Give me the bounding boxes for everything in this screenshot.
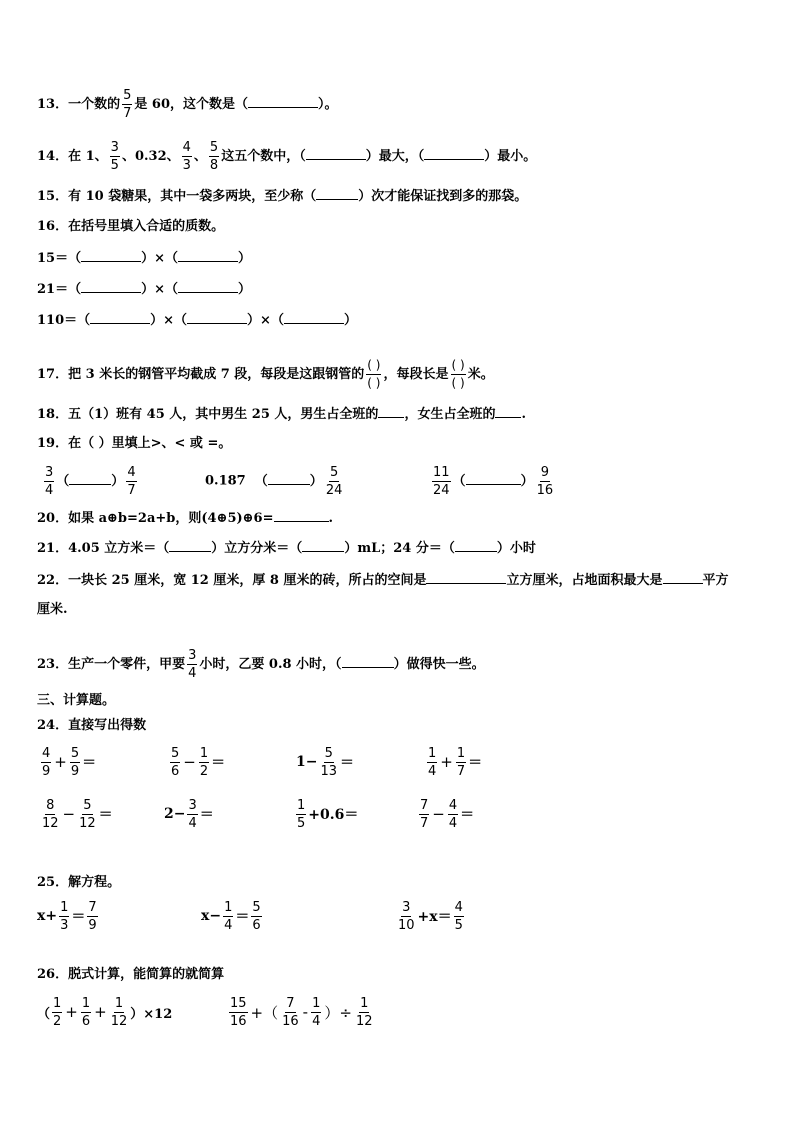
q16-line1-blank-1[interactable] bbox=[81, 249, 141, 262]
fraction bbox=[199, 746, 209, 779]
q19-number: 19． bbox=[37, 436, 69, 451]
q24-text: 直接写出得数 bbox=[68, 718, 147, 733]
fraction bbox=[59, 900, 69, 933]
numerator: 1 bbox=[360, 995, 369, 1011]
denominator: 4 bbox=[188, 666, 197, 681]
q16-number: 16． bbox=[37, 219, 69, 234]
q17-number: 17． bbox=[37, 367, 69, 382]
q15-text-a: 有 10 袋糖果，其中一袋多两块，至少称（ bbox=[68, 189, 317, 204]
denominator: 2 bbox=[199, 763, 209, 779]
numerator: 11 bbox=[433, 465, 450, 480]
numerator: 4 bbox=[42, 745, 51, 761]
q21-number: 21． bbox=[37, 541, 69, 556]
q16-close: ） bbox=[238, 251, 252, 266]
q23-answer-blank[interactable] bbox=[342, 655, 394, 668]
question-16 bbox=[37, 218, 224, 236]
fraction bbox=[81, 996, 91, 1029]
numerator: 3 bbox=[110, 140, 119, 155]
q13-text-b: 是 60，这个数是（ bbox=[134, 97, 249, 112]
denominator: 9 bbox=[88, 917, 97, 933]
fraction bbox=[52, 996, 62, 1029]
denominator: 4 bbox=[428, 763, 437, 779]
q24-r2-item-4 bbox=[417, 794, 474, 834]
operator: +（ bbox=[250, 1003, 279, 1022]
denominator: 4 bbox=[224, 917, 233, 933]
prefix: 2− bbox=[164, 806, 186, 822]
equals: ＝ bbox=[71, 909, 86, 925]
denominator: 4 bbox=[188, 815, 197, 831]
fraction bbox=[41, 798, 60, 831]
q25-equations bbox=[37, 896, 757, 936]
q19-text: 在（ ）里填上>、< 或 =。 bbox=[68, 436, 232, 451]
numerator: 3 bbox=[188, 648, 197, 663]
denominator: 6 bbox=[81, 1013, 91, 1029]
numerator-box[interactable]: ( ) bbox=[451, 358, 466, 375]
q21-text-c: ）mL；24 分＝（ bbox=[344, 541, 455, 556]
paren-close: ） bbox=[520, 474, 534, 489]
fraction bbox=[419, 798, 429, 831]
q21-blank-1[interactable] bbox=[169, 539, 211, 552]
q23-text-a: 生产一个零件，甲要 bbox=[68, 657, 186, 672]
q19-compare-2 bbox=[205, 465, 345, 498]
numerator: 1 bbox=[297, 797, 306, 813]
q16-line2-blank-1[interactable] bbox=[81, 280, 141, 293]
q17-text-b: ，每段长是 bbox=[383, 367, 449, 382]
q17-text-a: 把 3 米长的钢管平均截成 7 段，每段是这跟钢管的 bbox=[68, 367, 365, 382]
q13-fraction bbox=[122, 88, 132, 121]
q16-line2-blank-2[interactable] bbox=[178, 280, 238, 293]
denominator: 16 bbox=[282, 1013, 299, 1029]
q16-times: ）×（ bbox=[150, 313, 188, 328]
denominator: 16 bbox=[536, 483, 554, 498]
q20-answer-blank[interactable] bbox=[274, 509, 329, 522]
q23-text-c: ）做得快一些。 bbox=[393, 657, 485, 672]
denominator: 24 bbox=[325, 483, 343, 498]
denominator: 7 bbox=[123, 106, 132, 121]
numerator: 5 bbox=[329, 465, 339, 480]
question-20 bbox=[37, 509, 333, 528]
numerator: 1 bbox=[312, 995, 321, 1011]
paren-open: （ bbox=[452, 474, 466, 489]
q19-c1-blank[interactable] bbox=[69, 472, 111, 485]
numerator: 1 bbox=[81, 995, 91, 1011]
equals: ＝ bbox=[211, 755, 226, 771]
denominator: 12 bbox=[79, 815, 96, 831]
numerator: 1 bbox=[456, 745, 466, 761]
q23-text-b: 小时，乙要 0.8 小时，（ bbox=[199, 657, 342, 672]
fraction bbox=[110, 996, 129, 1029]
q17-text-c: 米。 bbox=[467, 367, 494, 382]
fraction bbox=[397, 900, 416, 933]
q16-line3-label: 110＝（ bbox=[37, 313, 91, 328]
fraction bbox=[355, 996, 374, 1029]
numerator: 5 bbox=[252, 899, 261, 915]
fraction bbox=[448, 798, 458, 831]
q13-number: 13． bbox=[37, 97, 69, 112]
q24-r2-item-2 bbox=[164, 794, 214, 834]
paren-close-times: ）×12 bbox=[130, 1006, 173, 1022]
fraction bbox=[78, 798, 97, 831]
q19-compare-3 bbox=[430, 465, 556, 498]
q16-line2-label: 21＝（ bbox=[37, 282, 82, 297]
question-24 bbox=[37, 717, 146, 735]
q16-line-110 bbox=[37, 311, 357, 330]
q24-r1-item-4 bbox=[425, 742, 482, 782]
q26-number: 26． bbox=[37, 967, 69, 982]
numerator: 8 bbox=[46, 797, 55, 813]
denominator: 9 bbox=[42, 763, 51, 779]
denominator: 6 bbox=[252, 917, 261, 933]
numerator: 1 bbox=[60, 899, 69, 915]
numerator: 3 bbox=[188, 797, 197, 813]
paren-close: ） bbox=[309, 474, 323, 489]
denominator: 4 bbox=[45, 483, 54, 498]
equals: ＝ bbox=[468, 755, 483, 771]
denominator: 12 bbox=[110, 1013, 128, 1029]
q21-text-a: 4.05 立方米＝（ bbox=[68, 541, 170, 556]
q24-row-1 bbox=[37, 742, 757, 782]
denominator: 12 bbox=[42, 815, 59, 831]
q19-c1-left bbox=[44, 465, 54, 498]
numerator: 4 bbox=[182, 140, 191, 155]
q23-fraction bbox=[187, 648, 197, 681]
fraction bbox=[170, 746, 180, 779]
q24-r1-item-2 bbox=[168, 742, 225, 782]
numerator: 5 bbox=[171, 745, 180, 761]
q16-times: ）×（ bbox=[141, 282, 178, 297]
q25-number: 25． bbox=[37, 875, 69, 890]
denominator: 7 bbox=[456, 763, 466, 779]
q20-text-b: . bbox=[328, 511, 334, 526]
denominator: 24 bbox=[433, 483, 450, 498]
q25-equation-2 bbox=[201, 896, 264, 936]
q18-text-c: . bbox=[521, 407, 526, 422]
question-21 bbox=[37, 539, 536, 558]
denominator: 5 bbox=[110, 158, 119, 173]
operator: + bbox=[440, 753, 453, 771]
paren-close: ） bbox=[111, 474, 125, 489]
q19-c3-blank[interactable] bbox=[466, 472, 521, 485]
q16-close: ） bbox=[238, 282, 252, 297]
operator: + bbox=[54, 753, 67, 771]
q22-blank-area[interactable] bbox=[663, 571, 703, 584]
question-22 bbox=[37, 571, 729, 590]
q15-number: 15． bbox=[37, 189, 69, 204]
q16-text: 在括号里填入合适的质数。 bbox=[68, 219, 225, 234]
q17-fraction-box-2[interactable] bbox=[451, 358, 466, 391]
question-25 bbox=[37, 874, 120, 892]
q22-text-a: 一块长 25 厘米，宽 12 厘米，厚 8 厘米的砖，所占的空间是 bbox=[68, 573, 427, 588]
q26-expressions bbox=[37, 992, 757, 1032]
q13-answer-blank[interactable] bbox=[248, 95, 318, 108]
fraction bbox=[311, 996, 321, 1029]
fraction bbox=[427, 746, 437, 779]
denominator: 12 bbox=[355, 1013, 373, 1029]
q17-fraction-box-1[interactable] bbox=[366, 358, 381, 391]
equals: ＝ bbox=[235, 909, 250, 925]
q22-text-d: 厘米. bbox=[37, 602, 68, 617]
q19-c3-left bbox=[432, 465, 451, 498]
q26-expression-1 bbox=[37, 992, 172, 1032]
numerator: 9 bbox=[540, 465, 549, 480]
q18-blank-boys[interactable] bbox=[378, 405, 404, 418]
q26-text: 脱式计算，能简算的就简算 bbox=[68, 967, 225, 982]
q15-answer-blank[interactable] bbox=[316, 187, 358, 200]
question-26 bbox=[37, 966, 224, 984]
equals: ＝ bbox=[82, 755, 97, 771]
prefix: 1− bbox=[296, 754, 318, 770]
numerator: 5 bbox=[123, 88, 132, 103]
q14-fraction-2 bbox=[182, 140, 192, 173]
fraction bbox=[223, 900, 233, 933]
q18-text-a: 五（1）班有 45 人，其中男生 25 人，男生占全班的 bbox=[68, 407, 379, 422]
q14-blank-max[interactable] bbox=[306, 147, 366, 160]
q14-number: 14． bbox=[37, 149, 69, 164]
q16-line1-label: 15＝（ bbox=[37, 251, 82, 266]
operator: + bbox=[65, 1003, 78, 1021]
denominator: 10 bbox=[398, 917, 415, 933]
operator: − bbox=[432, 805, 445, 823]
fraction bbox=[454, 900, 464, 933]
denominator: 5 bbox=[297, 815, 306, 831]
paren-open: （ bbox=[56, 474, 70, 489]
q14-text-e: ）最大，（ bbox=[365, 149, 425, 164]
q24-r2-item-3 bbox=[294, 794, 358, 834]
q19-c2-left: 0.187 bbox=[205, 473, 246, 489]
operator: − bbox=[183, 753, 196, 771]
q14-fraction-3 bbox=[209, 140, 219, 173]
q20-number: 20． bbox=[37, 511, 69, 526]
q23-number: 23． bbox=[37, 657, 69, 672]
question-18 bbox=[37, 405, 526, 424]
q24-r1-item-3 bbox=[296, 742, 354, 782]
numerator: 4 bbox=[127, 465, 136, 480]
q22-number: 22． bbox=[37, 573, 69, 588]
prefix: x+ bbox=[37, 908, 58, 924]
numerator-box[interactable]: ( ) bbox=[366, 358, 381, 375]
numerator: 7 bbox=[420, 797, 429, 813]
q18-blank-girls[interactable] bbox=[495, 405, 521, 418]
q14-text-d: 这五个数中，（ bbox=[221, 149, 306, 164]
question-23 bbox=[37, 648, 485, 681]
q13-text-c: ）。 bbox=[318, 97, 338, 112]
equals: ＝ bbox=[340, 755, 355, 771]
q13-text-a: 一个数的 bbox=[68, 97, 121, 112]
q22-text-b: 立方厘米，占地面积最大是 bbox=[506, 573, 663, 588]
middle: +x＝ bbox=[417, 909, 452, 925]
numerator: 5 bbox=[70, 745, 80, 761]
numerator: 1 bbox=[224, 899, 233, 915]
fraction bbox=[70, 746, 80, 779]
numerator: 5 bbox=[83, 797, 92, 813]
q19-c2-blank[interactable] bbox=[268, 472, 310, 485]
q25-text: 解方程。 bbox=[68, 875, 121, 890]
q24-number: 24． bbox=[37, 718, 69, 733]
paren-open: （ bbox=[254, 474, 268, 489]
q16-line-15 bbox=[37, 249, 251, 268]
fraction bbox=[41, 746, 51, 779]
denominator: 6 bbox=[171, 763, 180, 779]
denominator: 7 bbox=[420, 815, 429, 831]
denominator: 8 bbox=[209, 158, 219, 173]
denominator: 4 bbox=[312, 1013, 321, 1029]
denominator: 3 bbox=[60, 917, 69, 933]
q19-c1-right bbox=[126, 465, 136, 498]
q14-text-b: 、0.32、 bbox=[121, 149, 180, 164]
denominator: 2 bbox=[53, 1013, 62, 1029]
fraction bbox=[296, 798, 306, 831]
question-19 bbox=[37, 435, 231, 453]
denominator: 16 bbox=[230, 1013, 247, 1029]
fraction bbox=[319, 746, 338, 779]
q16-line1-blank-2[interactable] bbox=[178, 249, 238, 262]
q16-times: ）×（ bbox=[141, 251, 178, 266]
q18-number: 18． bbox=[37, 407, 69, 422]
fraction bbox=[251, 900, 261, 933]
q24-r2-item-1 bbox=[39, 794, 113, 834]
numerator: 1 bbox=[199, 745, 209, 761]
denominator: 3 bbox=[182, 158, 191, 173]
q19-c3-right bbox=[536, 465, 555, 498]
fraction bbox=[281, 996, 300, 1029]
q26-expression-2 bbox=[227, 992, 376, 1032]
numerator: 3 bbox=[402, 899, 411, 915]
numerator: 5 bbox=[209, 140, 219, 155]
denominator: 9 bbox=[70, 763, 80, 779]
q24-row-2 bbox=[37, 794, 757, 834]
denominator: 5 bbox=[454, 917, 463, 933]
operator: ）÷ bbox=[324, 1003, 352, 1022]
fraction bbox=[456, 746, 466, 779]
q14-text-g: ）最小。 bbox=[484, 149, 537, 164]
question-13 bbox=[37, 88, 338, 121]
question-17 bbox=[37, 358, 494, 391]
q18-text-b: ，女生占全班的 bbox=[404, 407, 496, 422]
numerator: 15 bbox=[230, 995, 247, 1011]
numerator: 4 bbox=[454, 899, 463, 915]
numerator: 5 bbox=[324, 745, 333, 761]
q24-r1-item-1 bbox=[39, 742, 96, 782]
q14-text-a: 在 1、 bbox=[68, 149, 108, 164]
q14-text-c: 、 bbox=[193, 149, 207, 164]
q14-fraction-1 bbox=[110, 140, 120, 173]
equals: ＝ bbox=[98, 807, 113, 823]
q21-text-b: ）立方分米＝（ bbox=[211, 541, 303, 556]
q21-text-d: ）小时 bbox=[496, 541, 536, 556]
q16-line3-blank-1[interactable] bbox=[90, 311, 150, 324]
q20-text-a: 如果 a⊕b=2a+b，则(4⊕5)⊕6= bbox=[68, 511, 274, 526]
numerator: 4 bbox=[448, 797, 458, 813]
denominator-box[interactable]: ( ) bbox=[451, 376, 465, 390]
equals: ＝ bbox=[199, 807, 214, 823]
q21-blank-3[interactable] bbox=[455, 539, 497, 552]
fraction bbox=[187, 798, 197, 831]
q21-blank-2[interactable] bbox=[302, 539, 344, 552]
fraction bbox=[229, 996, 248, 1029]
q16-close: ） bbox=[343, 313, 357, 328]
suffix: +0.6＝ bbox=[308, 807, 359, 823]
q25-equation-3 bbox=[395, 896, 466, 936]
operator: + bbox=[94, 1003, 107, 1021]
equals: ＝ bbox=[460, 807, 475, 823]
question-14 bbox=[37, 140, 536, 173]
numerator: 1 bbox=[53, 995, 62, 1011]
q16-times: ）×（ bbox=[247, 313, 284, 328]
q15-text-b: ）次才能保证找到多的那袋。 bbox=[358, 189, 528, 204]
numerator: 1 bbox=[114, 995, 124, 1011]
denominator: 4 bbox=[448, 815, 458, 831]
q16-line-21 bbox=[37, 280, 251, 299]
section-3-title: 三、计算题。 bbox=[37, 693, 116, 708]
numerator: 7 bbox=[286, 995, 295, 1011]
q16-line3-blank-3[interactable] bbox=[284, 311, 344, 324]
denominator: 7 bbox=[127, 483, 136, 498]
section-3-heading bbox=[37, 692, 115, 710]
question-15 bbox=[37, 187, 527, 206]
prefix: x− bbox=[201, 908, 222, 924]
operator: − bbox=[62, 805, 76, 823]
paren-open: （ bbox=[37, 1006, 51, 1022]
q19-c2-right bbox=[325, 465, 344, 498]
q16-line3-blank-2[interactable] bbox=[187, 311, 247, 324]
q22-text-c: 平方 bbox=[702, 573, 729, 588]
q14-blank-min[interactable] bbox=[424, 147, 484, 160]
operator: - bbox=[302, 1003, 309, 1021]
numerator: 1 bbox=[428, 745, 437, 761]
q22-blank-volume[interactable] bbox=[426, 571, 506, 584]
question-22-cont bbox=[37, 601, 68, 619]
q25-equation-1 bbox=[37, 896, 100, 936]
numerator: 3 bbox=[45, 465, 54, 480]
q19-compare-1 bbox=[42, 465, 139, 498]
fraction bbox=[87, 900, 97, 933]
denominator: 13 bbox=[320, 763, 338, 779]
numerator: 7 bbox=[88, 899, 97, 915]
denominator-box[interactable]: ( ) bbox=[367, 376, 381, 390]
